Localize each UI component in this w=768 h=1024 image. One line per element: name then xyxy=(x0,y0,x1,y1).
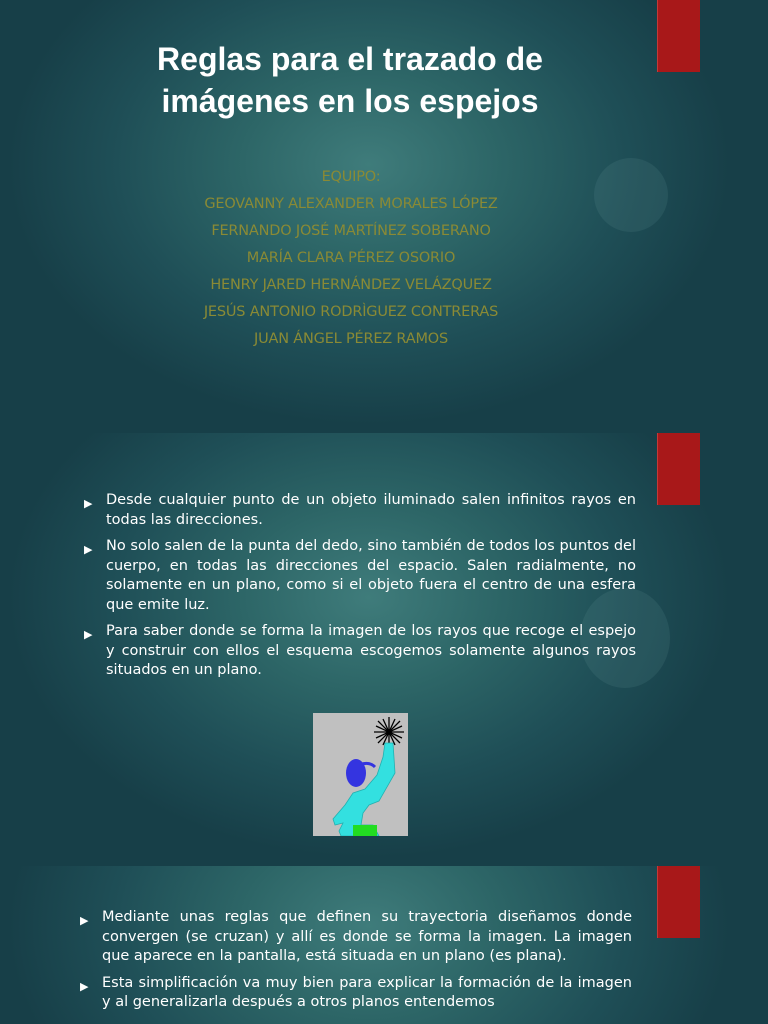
bullet-text: Desde cualquier punto de un objeto iluminado salen infinitos rayos en todas las direcciones. xyxy=(106,492,636,528)
team-member: JESÚS ANTONIO RODRÌGUEZ CONTRERAS xyxy=(203,304,499,320)
team-member: JUAN ÁNGEL PÉREZ RAMOS xyxy=(254,331,448,347)
title-line-1: Reglas para el trazado de xyxy=(157,41,543,77)
list-item xyxy=(84,491,636,530)
body-shape xyxy=(333,743,395,836)
list-item xyxy=(84,622,636,681)
team-member: GEOVANNY ALEXANDER MORALES LÓPEZ xyxy=(204,196,498,212)
title-line-2: imágenes en los espejos xyxy=(161,83,539,119)
team-member: HENRY JARED HERNÁNDEZ VELÁZQUEZ xyxy=(210,277,492,293)
bullet-list xyxy=(84,491,636,688)
decorative-circle xyxy=(594,158,668,232)
triangle-right-icon: ▶ xyxy=(80,914,89,927)
team-list xyxy=(130,164,572,353)
person-figure-svg xyxy=(313,713,408,836)
list-item xyxy=(80,908,632,967)
red-accent-tab xyxy=(657,0,700,72)
team-label: EQUIPO: xyxy=(321,169,381,185)
bullet-list xyxy=(80,908,632,1020)
bullet-text: Esta simplificación va muy bien para explicar la formación de la imagen y al generalizarla después a otros planos entendemos xyxy=(102,974,632,1010)
bullet-text: Mediante unas reglas que definen su trayectoria diseñamos donde convergen (se cruzan) y allí es donde se forma la imagen. La imagen que aparece en la pantalla, está situada en un plano (es plana). xyxy=(102,909,632,964)
triangle-right-icon: ▶ xyxy=(84,543,93,556)
team-member: FERNANDO JOSÉ MARTÍNEZ SOBERANO xyxy=(211,223,491,239)
list-item xyxy=(80,974,632,1013)
list-item xyxy=(84,537,636,615)
light-source-rays xyxy=(374,717,404,747)
pants-shape xyxy=(353,825,377,836)
red-accent-tab xyxy=(657,866,700,938)
slide-rules xyxy=(0,866,768,1024)
red-accent-tab xyxy=(657,433,700,505)
bullet-text: No solo salen de la punta del dedo, sino también de todos los puntos del cuerpo, en todas las direcciones del espacio. Salen radialmente, no solamente en un plano, como si el objeto fuera el centro de una esfera que emite luz. xyxy=(106,538,636,613)
triangle-right-icon: ▶ xyxy=(84,497,93,510)
team-member: MARÍA CLARA PÉREZ OSORIO xyxy=(246,250,456,266)
slide-title xyxy=(0,0,768,433)
person-pointing-illustration xyxy=(313,713,408,836)
triangle-right-icon: ▶ xyxy=(80,979,89,993)
bullet-text: Para saber donde se forma la imagen de los rayos que recoge el espejo y construir con ellos el esquema escogemos solamente algunos rayos situados en un plano. xyxy=(106,623,636,678)
slide-rays xyxy=(0,433,768,866)
page-title xyxy=(100,38,600,122)
triangle-right-icon: ▶ xyxy=(84,628,93,641)
